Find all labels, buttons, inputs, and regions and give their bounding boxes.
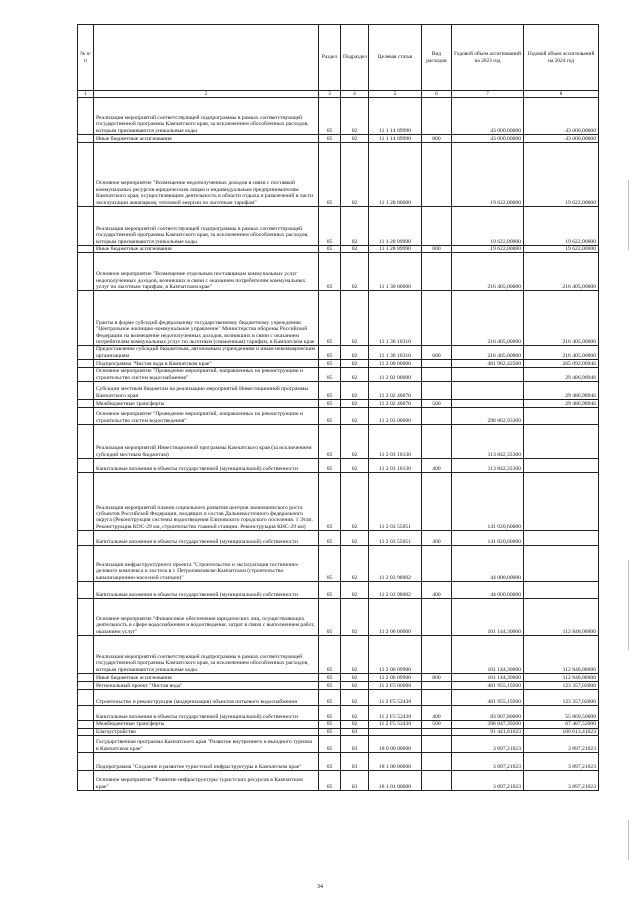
row-sum-2023: 113 842,33300 [452,459,524,473]
row-razdel: 05 [319,408,341,425]
row-sum-2024: 123 357,02000 [524,682,599,690]
row-vid [422,207,452,246]
row-podrazdel: 03 [341,753,369,771]
row-vid [422,368,452,382]
row-number [78,582,94,599]
row-number [78,636,94,674]
row-sum-2023 [452,368,524,382]
column-number: 7 [452,91,524,98]
row-razdel: 05 [319,771,341,791]
row-razdel: 05 [319,291,341,346]
row-name: Основное мероприятие "Возмещение недополученных доходов в связи с поставкой коммунальных ресурсов юридическим лицам и индивидуальным предпринимателям Камчатского края, осуществляющим деятельность в области отдыха и развлечений в части эксплуатации аквапарков, тепловой энергии по льготным тарифам" [94,143,319,207]
row-sum-2024: 112 848,00000 [524,599,599,636]
header-number: № п/п [78,25,94,91]
row-sum-2024: 43 000,00000 [524,98,599,135]
row-podrazdel: 02 [341,546,369,582]
row-vid: 400 [422,706,452,721]
row-razdel: 05 [319,360,341,368]
row-number [78,753,94,771]
row-celevaya: 11 2 02 40070 [369,400,422,408]
row-podrazdel: 02 [341,599,369,636]
row-name: Основное мероприятие "Проведение мероприятий, направленных на реконструкцию и строительство систем водоотведения" [94,408,319,425]
row-sum-2023: 44 000,00000 [452,546,524,582]
table-row [78,246,599,253]
row-podrazdel: 02 [341,360,369,368]
column-number: 8 [524,91,599,98]
row-celevaya: 11 1 30 00000 [369,253,422,291]
row-razdel: 05 [319,753,341,771]
row-razdel: 05 [319,706,341,721]
row-name: Межбюджетные трансферты [94,400,319,408]
row-razdel: 05 [319,546,341,582]
scan-edge-mark [628,820,629,860]
row-podrazdel: 02 [341,674,369,682]
row-vid: 800 [422,135,452,143]
table-row [78,143,599,207]
row-celevaya: 11 2 03 98002 [369,546,422,582]
row-name: Капитальные вложения в объекты государственной (муниципальной) собственности [94,459,319,473]
row-podrazdel: 02 [341,253,369,291]
row-vid: 400 [422,582,452,599]
row-razdel: 05 [319,690,341,706]
row-razdel: 05 [319,582,341,599]
row-number [78,674,94,682]
table-row [78,771,599,791]
row-vid [422,408,452,425]
row-podrazdel: 02 [341,135,369,143]
row-sum-2024 [524,473,599,531]
row-name: Межбюджетные трансферты [94,721,319,728]
row-vid: 400 [422,459,452,473]
row-sum-2024: 19 622,00000 [524,246,599,253]
row-sum-2024 [524,425,599,459]
table-row [78,98,599,135]
row-celevaya: 11 1 28 09990 [369,207,422,246]
row-sum-2023: 141 020,60000 [452,473,524,531]
table-row [78,207,599,246]
row-podrazdel: 02 [341,682,369,690]
row-podrazdel: 03 [341,771,369,791]
row-razdel: 05 [319,400,341,408]
table-row [78,459,599,473]
row-podrazdel: 02 [341,721,369,728]
header-razdel: Раздел [319,25,341,91]
table-row [78,382,599,400]
row-podrazdel: 02 [341,400,369,408]
row-podrazdel: 02 [341,408,369,425]
row-sum-2024: 112 848,00000 [524,674,599,682]
table-row [78,473,599,531]
row-name: Реализация инфраструктурного проекта "Строительство и эксплуатация гостинично-делового комплекса и хостела в г. Петропавловске-Камчатском (строительство канализационно-насосной станции)" [94,546,319,582]
row-celevaya: 11 2 03 98002 [369,582,422,599]
row-celevaya: 11 1 30 10310 [369,346,422,360]
row-razdel: 05 [319,253,341,291]
row-sum-2024: 216 405,00000 [524,291,599,346]
row-vid [422,98,452,135]
row-number [78,291,94,346]
row-name: Благоустройство [94,728,319,735]
row-celevaya: 18 1 00 00000 [369,753,422,771]
row-sum-2024: 123 357,02000 [524,690,599,706]
row-sum-2023: 19 622,00000 [452,246,524,253]
row-razdel: 05 [319,135,341,143]
table-row [78,408,599,425]
row-name: Основное мероприятие "Развитие инфраструктуры туристских ресурсов в Камчатском крае" [94,771,319,791]
row-sum-2024: 216 405,00000 [524,253,599,291]
row-name: Гранты в форме субсидий федеральному государственному бюджетному учреждению "Центральное жилищно-коммунальное управление" Министерства обороны Российской Федерации на возмещение недополученных доходов, возникших в связи с оказанием потребителям коммунальных услуг по льготным (сниженным) тарифам, в Камчатском крае [94,291,319,346]
row-number [78,368,94,382]
row-name: Капитальные вложения в объекты государственной (муниципальной) собственности [94,531,319,546]
table-row [78,546,599,582]
row-podrazdel: 03 [341,728,369,735]
table-row [78,135,599,143]
row-razdel: 05 [319,674,341,682]
row-podrazdel: 02 [341,246,369,253]
row-name: Государственная программа Камчатского края "Развитие внутреннего и въездного туризма в Камчатском крае" [94,736,319,753]
table-row [78,360,599,368]
row-celevaya: 18 0 00 00000 [369,736,422,753]
row-vid [422,736,452,753]
row-vid [422,728,452,735]
row-celevaya: 11 2 03 00000 [369,408,422,425]
row-name: Капитальные вложения в объекты государственной (муниципальной) собственности [94,582,319,599]
row-podrazdel: 02 [341,531,369,546]
row-celevaya: 11 2 F5 52430 [369,706,422,721]
row-razdel: 05 [319,459,341,473]
header-podrazdel: Подраздел [341,25,369,91]
row-podrazdel: 02 [341,473,369,531]
row-vid: 500 [422,721,452,728]
row-name: Подпрограмма "Создание и развитие туристской инфраструктуры в Камчатском крае" [94,753,319,771]
row-podrazdel: 02 [341,346,369,360]
scan-edge-mark [628,560,629,650]
table-row [78,291,599,346]
row-sum-2024: 19 622,00000 [524,143,599,207]
column-number: 4 [341,91,369,98]
row-razdel: 05 [319,98,341,135]
row-number [78,346,94,360]
table-row [78,253,599,291]
row-number [78,253,94,291]
row-sum-2024 [524,531,599,546]
row-sum-2023 [452,400,524,408]
row-number [78,721,94,728]
row-sum-2023: 101 144,30000 [452,674,524,682]
table-row [78,753,599,771]
row-celevaya: 11 2 06 09990 [369,636,422,674]
row-podrazdel: 02 [341,690,369,706]
row-sum-2023: 298 862,93300 [452,408,524,425]
row-sum-2024: 43 000,00000 [524,135,599,143]
row-podrazdel: 02 [341,98,369,135]
row-sum-2023: 216 405,00000 [452,253,524,291]
row-celevaya: 11 2 F5 52430 [369,721,422,728]
row-name: Основное мероприятие "Проведение мероприятий, направленных на реконструкцию и строительство систем водоснабжения" [94,368,319,382]
row-vid: 400 [422,531,452,546]
row-podrazdel: 02 [341,582,369,599]
column-number: 6 [422,91,452,98]
table-row [78,736,599,753]
row-celevaya: 11 2 03 55051 [369,531,422,546]
row-sum-2023: 481 962,42500 [452,360,524,368]
row-name: Иные бюджетные ассигнования [94,246,319,253]
row-name: Реализация мероприятий соответствующей подпрограммы в рамках соответствующей государственной программы Камчатского края, за исключением обособленных расходов, которым присваиваются уникальные коды [94,636,319,674]
row-number [78,473,94,531]
row-sum-2024: 3 897,21023 [524,736,599,753]
row-vid [422,599,452,636]
row-sum-2023: 481 955,19200 [452,690,524,706]
row-name: Капитальные вложения в объекты государственной (муниципальной) собственности [94,706,319,721]
row-celevaya: 11 1 30 10310 [369,291,422,346]
row-sum-2023: 83 907,80000 [452,706,524,721]
table-row [78,636,599,674]
row-number [78,459,94,473]
row-sum-2024 [524,546,599,582]
row-celevaya: 11 1 14 09990 [369,135,422,143]
budget-table [77,24,599,791]
row-celevaya: 11 2 03 55051 [369,473,422,531]
header-sum-2024: Годовой объем ассигнований на 2024 год [524,25,599,91]
row-celevaya: 11 1 14 09990 [369,98,422,135]
row-vid [422,425,452,459]
row-name: Реализация мероприятий планов социального развития центров экономического роста субъектов Российской Федерации, входящих в состав Дальневосточного федерального округа (Реконструкция системы водоотведения Елизовского городского поселения. 1 Этап. Реконструкция КОС-29 км, строительство главной станции. Реконструкция КНС-29 км) [94,473,319,531]
row-podrazdel: 02 [341,291,369,346]
header-celevaya: Целевая статья [369,25,422,91]
row-vid [422,771,452,791]
row-podrazdel: 02 [341,143,369,207]
table-row [78,368,599,382]
row-number [78,135,94,143]
table-row [78,682,599,690]
row-sum-2023 [452,382,524,400]
row-vid: 800 [422,674,452,682]
page-number: 34 [317,884,323,890]
row-podrazdel: 02 [341,368,369,382]
row-number [78,546,94,582]
row-podrazdel: 02 [341,207,369,246]
row-name: Основное мероприятие "Финансовое обеспечение юридических лиц, осуществляющих деятельность в сфере водоснабжения и водоотведения, затрат в связи с выполнением работ, оказанием услуг" [94,599,319,636]
row-podrazdel: 02 [341,636,369,674]
table-row [78,400,599,408]
table-row [78,674,599,682]
row-razdel: 05 [319,425,341,459]
table-row [78,346,599,360]
row-sum-2024: 216 405,00000 [524,346,599,360]
row-name: Основное мероприятие "Возмещение отдельным поставщикам коммунальных услуг недополученных доходов, возникших в связи с оказанием потребителям коммунальных услуг по льготным тарифам, в Камчатском крае" [94,253,319,291]
row-name: Строительство и реконструкция (модернизация) объектов питьевого водоснабжения [94,690,319,706]
row-razdel: 05 [319,143,341,207]
row-vid [422,473,452,531]
row-sum-2023: 19 622,00000 [452,207,524,246]
header-vid: Вид расходов [422,25,452,91]
row-razdel: 05 [319,207,341,246]
row-vid [422,690,452,706]
budget-table-sheet [77,24,598,791]
row-celevaya: 11 2 F5 00000 [369,682,422,690]
row-sum-2023: 3 897,21023 [452,753,524,771]
table-body [78,98,599,791]
row-number [78,690,94,706]
table-row [78,728,599,735]
row-number [78,771,94,791]
row-sum-2024: 29 486,98946 [524,368,599,382]
row-number [78,207,94,246]
row-sum-2024 [524,408,599,425]
row-sum-2024: 67 487,52000 [524,721,599,728]
row-name: Иные бюджетные ассигнования [94,674,319,682]
row-razdel: 05 [319,246,341,253]
row-celevaya: 11 2 02 40070 [369,382,422,400]
row-number [78,382,94,400]
row-name: Субсидии местным бюджетам на реализацию мероприятий Инвестиционной программы Камчатского края [94,382,319,400]
row-celevaya: 11 2 00 00000 [369,360,422,368]
row-vid [422,682,452,690]
row-sum-2023: 3 897,21023 [452,736,524,753]
scan-edge-mark [628,180,629,250]
row-number [78,98,94,135]
row-sum-2024: 112 848,00000 [524,636,599,674]
row-sum-2024: 55 869,50000 [524,706,599,721]
row-name: Региональный проект "Чистая вода" [94,682,319,690]
row-vid [422,291,452,346]
row-sum-2024: 3 897,21023 [524,771,599,791]
row-number [78,143,94,207]
row-number [78,706,94,721]
row-razdel: 05 [319,682,341,690]
row-razdel: 05 [319,531,341,546]
row-razdel: 05 [319,368,341,382]
row-razdel: 05 [319,346,341,360]
row-sum-2024 [524,582,599,599]
row-name: Реализация мероприятий соответствующей подпрограммы в рамках соответствующей государственной программы Камчатского края, за исключением обособленных расходов, которым присваиваются уникальные коды [94,207,319,246]
row-sum-2023: 101 144,30000 [452,599,524,636]
row-razdel: 05 [319,636,341,674]
row-number [78,408,94,425]
row-name: Реализация мероприятий соответствующей подпрограммы в рамках соответствующей государственной программы Камчатского края, за исключением обособленных расходов, которым присваиваются уникальные коды [94,98,319,135]
row-sum-2023: 3 897,21023 [452,771,524,791]
row-celevaya [369,728,422,735]
row-sum-2024: 265 092,00946 [524,360,599,368]
table-row [78,531,599,546]
row-number [78,736,94,753]
row-number [78,599,94,636]
row-celevaya: 11 2 03 10130 [369,425,422,459]
row-razdel: 05 [319,382,341,400]
row-podrazdel: 02 [341,706,369,721]
table-row [78,599,599,636]
column-number-row [78,91,599,98]
row-number [78,728,94,735]
row-number [78,682,94,690]
row-name: Реализация мероприятий Инвестиционной программы Камчатского края (за исключением субсидий местным бюджетам) [94,425,319,459]
row-sum-2023: 19 622,00000 [452,143,524,207]
row-sum-2023: 91 441,81023 [452,728,524,735]
row-vid [422,382,452,400]
row-vid: 800 [422,246,452,253]
row-sum-2024: 19 622,00000 [524,207,599,246]
row-vid [422,143,452,207]
row-celevaya: 11 2 F5 52430 [369,690,422,706]
column-number: 2 [94,91,319,98]
row-razdel: 05 [319,473,341,531]
header-row [78,25,599,91]
table-row [78,706,599,721]
row-sum-2024: 29 486,98946 [524,400,599,408]
row-name: Предоставление субсидий бюджетным, автономным учреждениям и иным некоммерческим организациям [94,346,319,360]
row-number [78,246,94,253]
row-number [78,425,94,459]
row-razdel: 05 [319,728,341,735]
row-sum-2024: 3 897,21023 [524,753,599,771]
column-number: 5 [369,91,422,98]
row-razdel: 05 [319,599,341,636]
row-vid: 500 [422,400,452,408]
row-podrazdel: 02 [341,459,369,473]
row-sum-2023: 216 405,00000 [452,291,524,346]
row-sum-2023: 44 000,00000 [452,582,524,599]
row-celevaya: 11 2 02 00000 [369,368,422,382]
row-sum-2023: 481 955,19200 [452,682,524,690]
row-podrazdel: 02 [341,425,369,459]
row-name: Иные бюджетные ассигнования [94,135,319,143]
row-celevaya: 11 1 28 09990 [369,246,422,253]
row-vid [422,636,452,674]
table-row [78,721,599,728]
row-celevaya: 11 1 28 00000 [369,143,422,207]
header-name [94,25,319,91]
row-number [78,531,94,546]
row-number [78,360,94,368]
row-sum-2023: 43 000,00000 [452,135,524,143]
row-vid: 600 [422,346,452,360]
row-sum-2023: 216 405,00000 [452,346,524,360]
row-name: Подпрограмма "Чистая вода в Камчатском крае" [94,360,319,368]
row-sum-2023: 141 020,60000 [452,531,524,546]
table-row [78,425,599,459]
row-celevaya: 11 2 06 09990 [369,674,422,682]
column-number: 3 [319,91,341,98]
row-celevaya: 18 1 01 00000 [369,771,422,791]
row-sum-2024: 29 486,98946 [524,382,599,400]
row-vid [422,546,452,582]
row-sum-2023: 113 842,33300 [452,425,524,459]
row-vid [422,253,452,291]
row-vid [422,360,452,368]
header-sum-2023: Годовой объем ассигнований на 2023 год [452,25,524,91]
row-podrazdel: 02 [341,382,369,400]
row-celevaya: 11 2 03 10130 [369,459,422,473]
row-sum-2024 [524,459,599,473]
row-razdel: 05 [319,721,341,728]
row-sum-2023: 101 144,30000 [452,636,524,674]
table-row [78,582,599,599]
row-number [78,400,94,408]
row-sum-2024: 100 613,41023 [524,728,599,735]
column-number: 1 [78,91,94,98]
row-vid [422,753,452,771]
row-celevaya: 11 2 06 00000 [369,599,422,636]
row-razdel: 05 [319,736,341,753]
row-sum-2023: 398 047,39200 [452,721,524,728]
row-podrazdel: 03 [341,736,369,753]
table-row [78,690,599,706]
row-sum-2023: 43 000,00000 [452,98,524,135]
